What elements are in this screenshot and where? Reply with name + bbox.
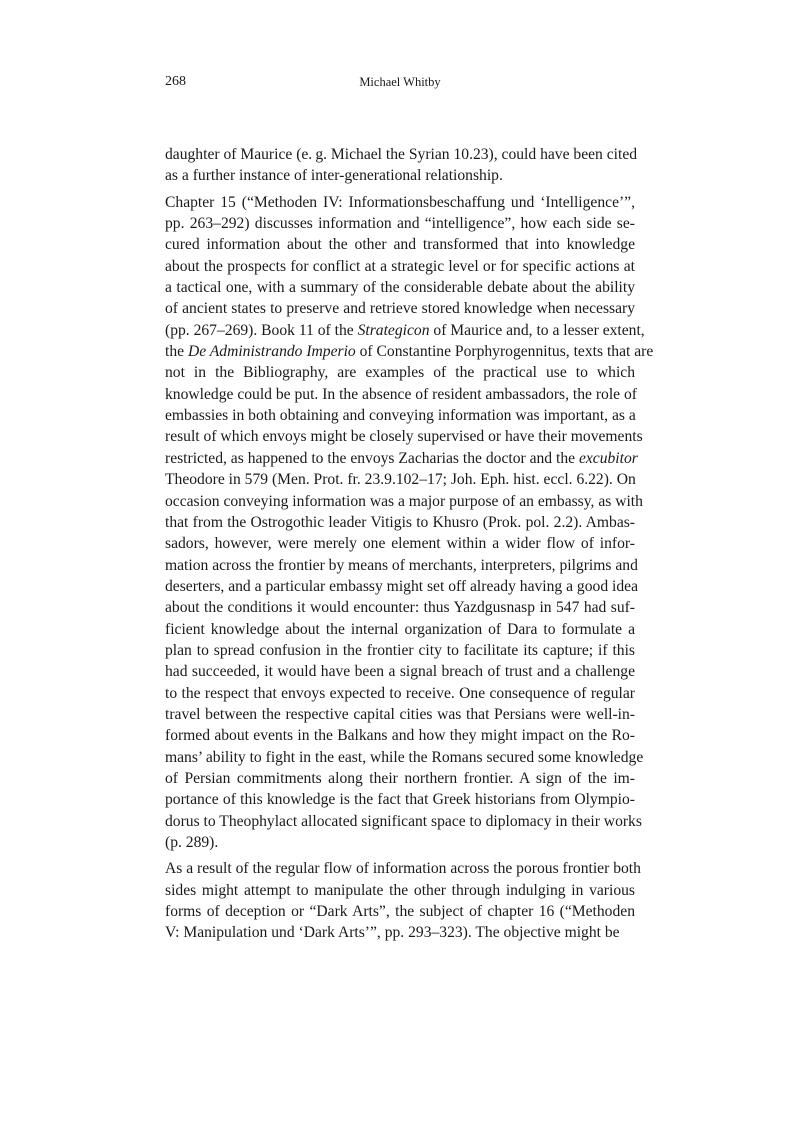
- text-line: [165, 832, 635, 853]
- text-segment: knowledge could be put. In the absence of resident ambassadors, the role of: [165, 385, 637, 403]
- italic-title: excubitor: [578, 449, 638, 467]
- paragraph: [165, 144, 638, 187]
- text-line: [165, 341, 654, 362]
- text-segment: of Maurice and, to a lesser extent,: [429, 321, 645, 339]
- text-line: [165, 576, 638, 597]
- text-segment: portance of this knowledge is the fact that Greek historians from Olympio-: [165, 791, 635, 809]
- text-segment: plan to spread confusion in the frontier city to facilitate its capture; if this: [165, 641, 635, 659]
- text-segment: cured information about the other and transformed that into knowledge: [165, 236, 635, 254]
- text-segment: about the prospects for conflict at a strategic level or for specific actions at: [165, 257, 635, 275]
- italic-title: Strategicon: [357, 321, 430, 339]
- text-segment: had succeeded, it would have been a signal breach of trust and a challenge: [165, 663, 635, 681]
- text-segment: deserters, and a particular embassy might set off already having a good idea: [165, 577, 638, 595]
- text-line: [165, 880, 635, 901]
- text-segment: of ancient states to preserve and retrieve stored knowledge when necessary: [165, 300, 635, 318]
- text-line: [165, 491, 643, 512]
- text-line: [165, 298, 635, 319]
- text-line: [165, 922, 635, 943]
- text-segment: of Constantine Porphyrogennitus, texts that are: [355, 343, 654, 361]
- text-segment: forms of deception or “Dark Arts”, the subject of chapter 16 (“Methoden: [165, 903, 635, 921]
- text-segment: a tactical one, with a summary of the considerable debate about the ability: [165, 279, 635, 297]
- text-line: [165, 426, 643, 447]
- text-segment: restricted, as happened to the envoys Zacharias the doctor and the: [165, 449, 579, 467]
- paragraph: [165, 192, 654, 854]
- text-line: [165, 277, 635, 298]
- text-segment: to the respect that envoys expected to receive. One consequence of regular: [165, 684, 635, 702]
- text-line: [165, 661, 635, 682]
- text-segment: result of which envoys might be closely supervised or have their movements: [165, 428, 643, 446]
- text-line: [165, 683, 635, 704]
- text-line: [165, 384, 635, 405]
- text-segment: pp. 263–292) discusses information and “intelligence”, how each side se-: [165, 215, 635, 233]
- running-head: [165, 74, 635, 94]
- text-line: [165, 234, 635, 255]
- text-line: [165, 901, 635, 922]
- text-line: [165, 725, 635, 746]
- text-segment: sadors, however, were merely one element within a wider flow of infor-: [165, 535, 635, 553]
- text-line: [165, 533, 635, 554]
- text-line: [165, 213, 635, 234]
- text-segment: daughter of Maurice (e. g. Michael the Syrian 10.23), could have been cited: [165, 146, 638, 163]
- text-segment: mans’ ability to fight in the east, while the Romans secured some knowledge: [165, 748, 644, 766]
- text-line: [165, 362, 635, 383]
- text-segment: occasion conveying information was a major purpose of an embassy, as with: [165, 492, 643, 510]
- text-segment: not in the Bibliography, are examples of the practical use to which: [165, 364, 635, 382]
- text-segment: (p. 289).: [165, 834, 219, 851]
- text-line: [165, 789, 635, 810]
- text-line: [165, 165, 635, 186]
- text-line: [165, 747, 644, 768]
- text-line: [165, 256, 635, 277]
- running-title: Michael Whitby: [359, 75, 441, 89]
- italic-title: De Administrando Imperio: [187, 343, 356, 361]
- text-segment: the: [165, 343, 188, 361]
- text-line: [165, 858, 641, 879]
- text-segment: V: Manipulation und ‘Dark Arts’”, pp. 293–323). The objective might be: [165, 924, 620, 942]
- text-segment: that from the Ostrogothic leader Vitigis to Khusro (Prok. pol. 2.2). Ambas-: [165, 513, 635, 531]
- text-line: [165, 144, 638, 165]
- text-segment: sides might attempt to manipulate the other through indulging in various: [165, 881, 635, 899]
- body-text: [165, 144, 654, 944]
- text-line: [165, 704, 635, 725]
- paragraph: [165, 858, 641, 943]
- text-line: [165, 192, 635, 213]
- text-line: [165, 448, 638, 469]
- text-segment: ficient knowledge about the internal organization of Dara to formulate a: [165, 620, 635, 638]
- text-segment: of Persian commitments along their northern frontier. A sign of the im-: [165, 769, 635, 787]
- text-segment: as a further instance of inter-generational relationship.: [165, 167, 503, 185]
- text-line: [165, 512, 635, 533]
- text-segment: travel between the respective capital cities was that Persians were well-in-: [165, 705, 635, 723]
- text-segment: (pp. 267–269). Book 11 of the: [165, 321, 358, 339]
- text-segment: embassies in both obtaining and conveying information was important, as a: [165, 407, 636, 425]
- page-number: 268: [165, 74, 186, 89]
- text-line: [165, 405, 635, 426]
- text-segment: formed about events in the Balkans and how they might impact on the Ro-: [165, 727, 635, 745]
- text-segment: Theodore in 579 (Men. Prot. fr. 23.9.102–17; Joh. Eph. hist. eccl. 6.22). On: [165, 471, 636, 489]
- text-line: [165, 320, 645, 341]
- text-segment: mation across the frontier by means of merchants, interpreters, pilgrims and: [165, 556, 638, 574]
- text-line: [165, 768, 635, 789]
- text-segment: about the conditions it would encounter: thus Yazdgusnasp in 547 had suf-: [165, 599, 635, 617]
- text-line: [165, 619, 635, 640]
- text-segment: dorus to Theophylact allocated significant space to diplomacy in their works: [165, 812, 642, 830]
- text-line: [165, 469, 635, 490]
- text-segment: As a result of the regular flow of information across the porous frontier both: [165, 860, 641, 878]
- text-line: [165, 555, 638, 576]
- text-line: [165, 597, 635, 618]
- text-line: [165, 811, 642, 832]
- text-line: [165, 640, 635, 661]
- text-segment: Chapter 15 (“Methoden IV: Informationsbeschaffung und ‘Intelligence’”,: [165, 193, 635, 211]
